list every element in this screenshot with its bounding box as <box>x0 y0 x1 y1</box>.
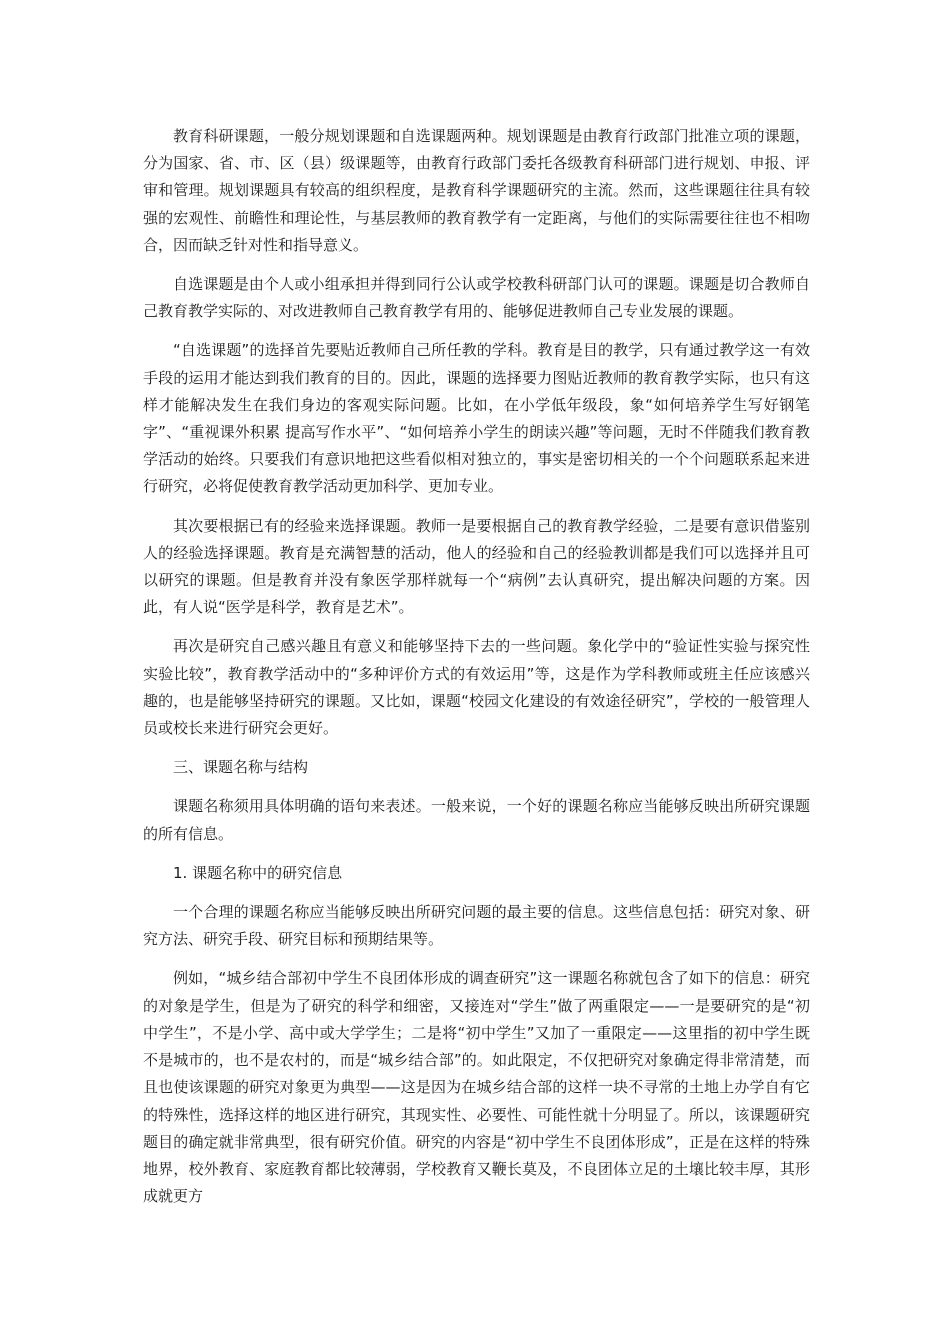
section-heading-topic-name: 三、课题名称与结构 <box>173 758 309 777</box>
paragraph-example: 例如，“城乡结合部初中学生不良团体形成的调查研究”这一课题名称就包含了如下的信息：研究的对象是学生，但是为了研究的科学和细密，又接连对“学生”做了两重限定——一是要研究的是“初中学生”，不是小学、高中或大学学生；二是将“初中学生”又加了一重限定——这里指的初中学生既不是城市的，也不是农村的，而是“城乡结合部”的。如此限定，不仅把研究对象确定得非常清楚，而且也使该课题的研究对象更为典型——这是因为在城乡结合部的这样一块不寻常的土地上办学自有它的特殊性，选择这样的地区进行研究，其现实性、必要性、可能性就十分明显了。所以，该课题研究题目的确定就非常典型，很有研究价值。研究的内容是“初中学生不良团体形成”，正是在这样的特殊地界，校外教育、家庭教育都比较薄弱，学校教育又鞭长莫及，不良团体立足的土壤比较丰厚，其形成就更方 <box>143 969 810 1206</box>
paragraph-based-on-experience: 其次要根据已有的经验来选择课题。教师一是要根据自己的教育教学经验，二是要有意识借鉴别人的经验选择课题。教育是充满智慧的活动，他人的经验和自己的经验教训都是我们可以选择并且可以研究的课题。但是教育并没有象医学那样就每一个“病例”去认真研究，提出解决问题的方案。因此，有人说“医学是科学，教育是艺术”。 <box>143 516 810 617</box>
paragraph-close-to-subject: “自选课题”的选择首先要贴近教师自己所任教的学科。教育是目的教学，只有通过教学这一有效手段的运用才能达到我们教育的目的。因此，课题的选择要力图贴近教师的教育教学实际，也只有这样才能解决发生在我们身边的客观实际问题。比如，在小学低年级段，象“如何培养学生写好钢笔字”、“重视课外积累 提高写作水平”、“如何培养小学生的朗读兴趣”等问题，无时不伴随我们教育教学活动的始终。只要我们有意识地把这些看似相对独立的，事实是密切相关的一个个问题联系起来进行研究，必将促使教育教学活动更加科学、更加专业。 <box>143 341 810 496</box>
paragraph-research-info: 一个合理的课题名称应当能够反映出所研究问题的最主要的信息。这些信息包括：研究对象、研究方法、研究手段、研究目标和预期结果等。 <box>143 903 810 949</box>
paragraph-interest-and-meaning: 再次是研究自己感兴趣且有意义和能够坚持下去的一些问题。象化学中的“验证性实验与探究性实验比较”，教育教学活动中的“多种评价方式的有效运用”等，这是作为学科教师或班主任应该感兴趣的，也是能够坚持研究的课题。又比如，课题“校园文化建设的有效途径研究”，学校的一般管理人员或校长来进行研究会更好。 <box>143 637 810 738</box>
paragraph-planned-topics: 教育科研课题，一般分规划课题和自选课题两种。规划课题是由教育行政部门批准立项的课题，分为国家、省、市、区（县）级课题等，由教育行政部门委托各级教育科研部门进行规划、申报、评审和管理。规划课题具有较高的组织程度，是教育科学课题研究的主流。然而，这些课题往往具有较强的宏观性、前瞻性和理论性，与基层教师的教育教学有一定距离，与他们的实际需要往往也不相吻合，因而缺乏针对性和指导意义。 <box>143 127 810 254</box>
paragraph-self-selected-topics: 自选课题是由个人或小组承担并得到同行公认或学校教科研部门认可的课题。课题是切合教师自己教育教学实际的、对改进教师自己教育教学有用的、能够促进教师自己专业发展的课题。 <box>143 275 810 321</box>
paragraph-topic-name-expression: 课题名称须用具体明确的语句来表述。一般来说，一个好的课题名称应当能够反映出所研究课题的所有信息。 <box>143 797 810 843</box>
subsection-heading-research-info: 1. 课题名称中的研究信息 <box>173 863 343 882</box>
document-body <box>143 123 810 1222</box>
